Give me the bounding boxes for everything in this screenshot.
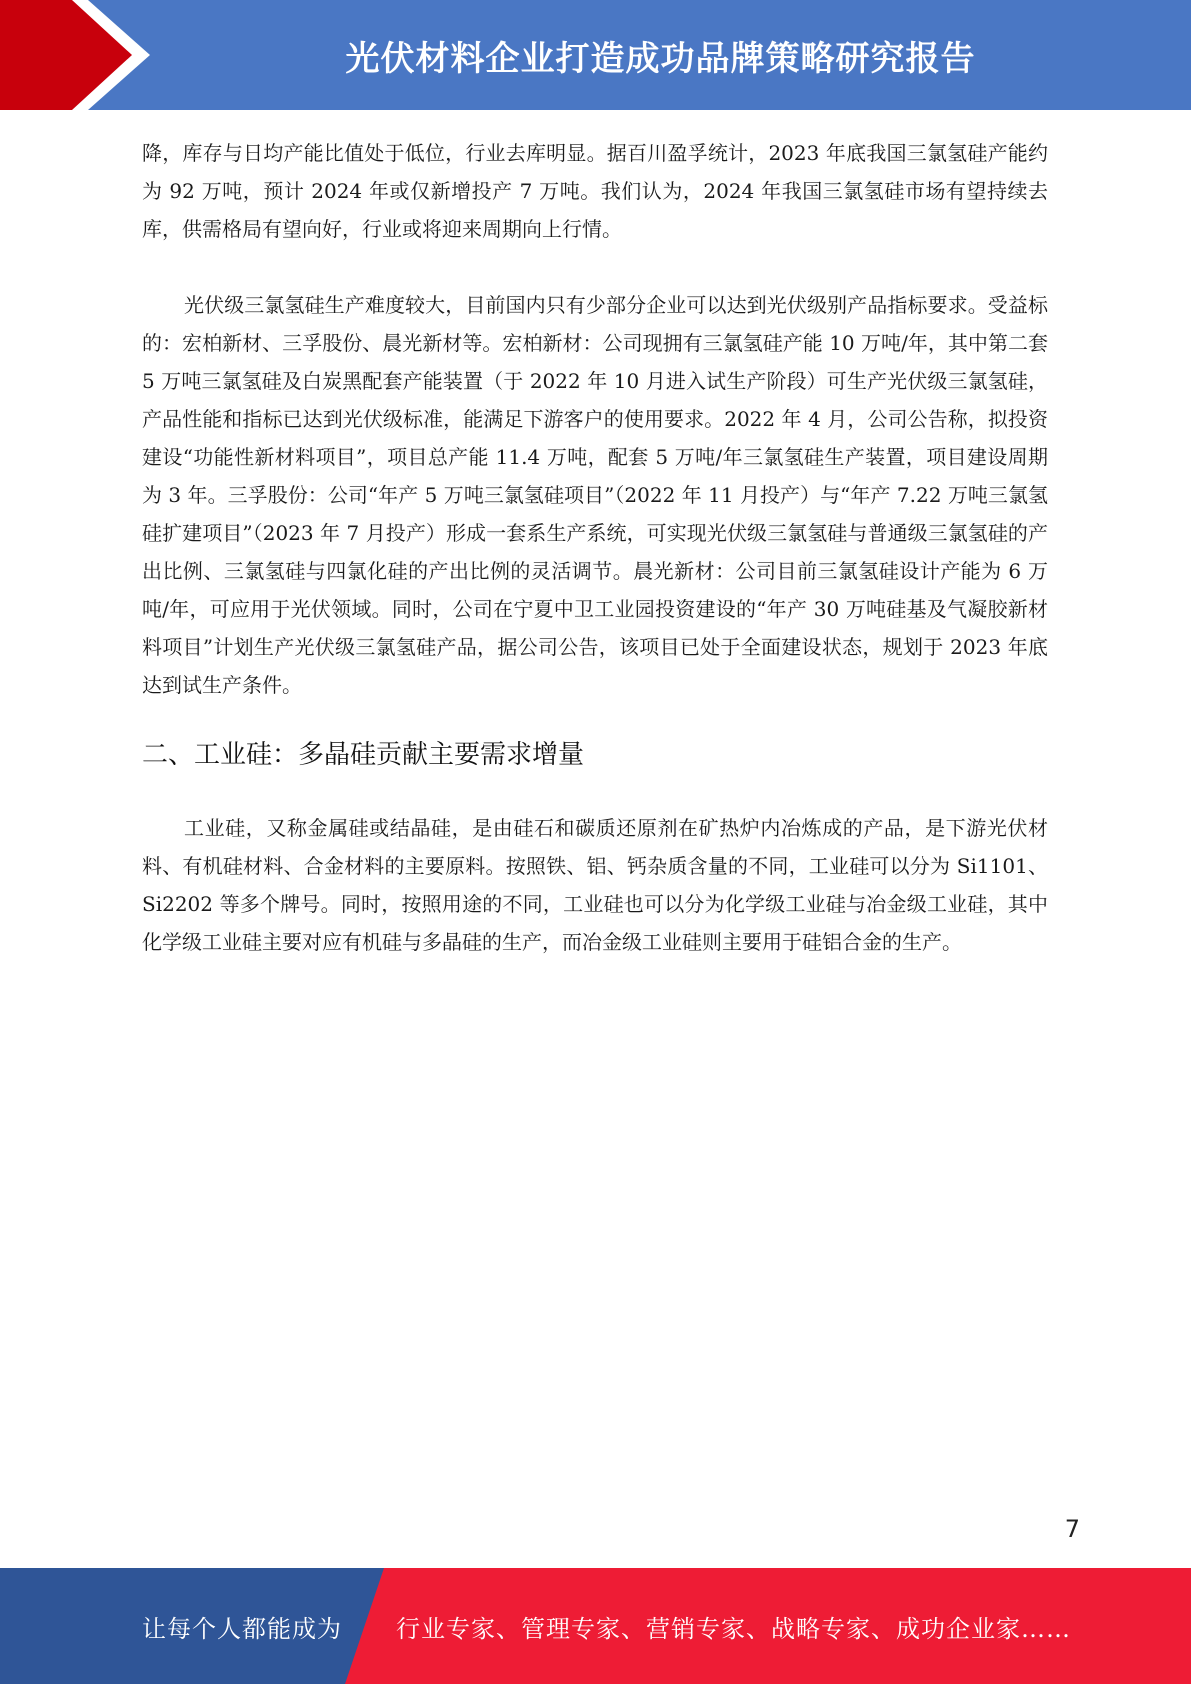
report-title: 光伏材料企业打造成功品牌策略研究报告 — [345, 38, 976, 79]
footer-slogan-right: 行业专家、管理专家、营销专家、战略专家、成功企业家…… — [396, 1614, 1071, 1643]
paragraph-industrial-silicon: 工业硅，又称金属硅或结晶硅，是由硅石和碳质还原剂在矿热炉内冶炼成的产品，是下游光伏材料、有机硅材料、合金材料的主要原料。按照铁、铝、钙杂质含量的不同，工业硅可以分为 Si1101、Si2202 等多个牌号。同时，按照用途的不同，工业硅也可以分为化学级工业硅与冶金级工业硅，其中化学级工业硅主要对应有机硅与多晶硅的生产，而冶金级工业硅则主要用于硅铝合金的生产。 — [142, 816, 1048, 954]
footer-slogan-left: 让每个人都能成为 — [142, 1614, 342, 1643]
section-heading: 二、工业硅：多晶硅贡献主要需求增量 — [142, 740, 585, 770]
footer-banner — [0, 1568, 1191, 1684]
paragraph-pv-grade-trichlorosilane: 光伏级三氯氢硅生产难度较大，目前国内只有少部分企业可以达到光伏级别产品指标要求。受益标的：宏柏新材、三孚股份、晨光新材等。宏柏新材：公司现拥有三氯氢硅产能 10 万吨/年，其中第二套 5 万吨三氯氢硅及白炭黑配套产能装置（于 2022 年 10 月进入试生产阶段）可生产光伏级三氯氢硅，产品性能和指标已达到光伏级标准，能满足下游客户的使用要求。2022 年 4 月，公司公告称，拟投资建设“功能性新材料项目”，项目总产能 11.4 万吨，配套 5 万吨/年三氯氢硅生产装置，项目建设周期为 3 年。三孚股份：公司“年产 5 万吨三氯氢硅项目”（2022 年 11 月投产）与“年产 7.22 万吨三氯氢硅扩建项目”（2023 年 7 月投产）形成一套系生产系统，可实现光伏级三氯氢硅与普通级三氯氢硅的产出比例、三氯氢硅与四氯化硅的产出比例的灵活调节。晨光新材：公司目前三氯氢硅设计产能为 6 万吨/年，可应用于光伏领域。同时，公司在宁夏中卫工业园投资建设的“年产 30 万吨硅基及气凝胶新材料项目”计划生产光伏级三氯氢硅产品，据公司公告，该项目已处于全面建设状态，规划于 2023 年底达到试生产条件。 — [142, 293, 1048, 697]
paragraph-spacer — [142, 248, 1048, 286]
paragraph-inventory: 降，库存与日均产能比值处于低位，行业去库明显。据百川盈孚统计，2023 年底我国三氯氢硅产能约为 92 万吨，预计 2024 年或仅新增投产 7 万吨。我们认为，2024 年我国三氯氢硅市场有望持续去库，供需格局有望向好，行业或将迎来周期向上行情。 — [142, 141, 1048, 241]
page-number: 7 — [1064, 1515, 1080, 1543]
document-body — [142, 134, 1048, 961]
header-banner — [0, 0, 1191, 110]
